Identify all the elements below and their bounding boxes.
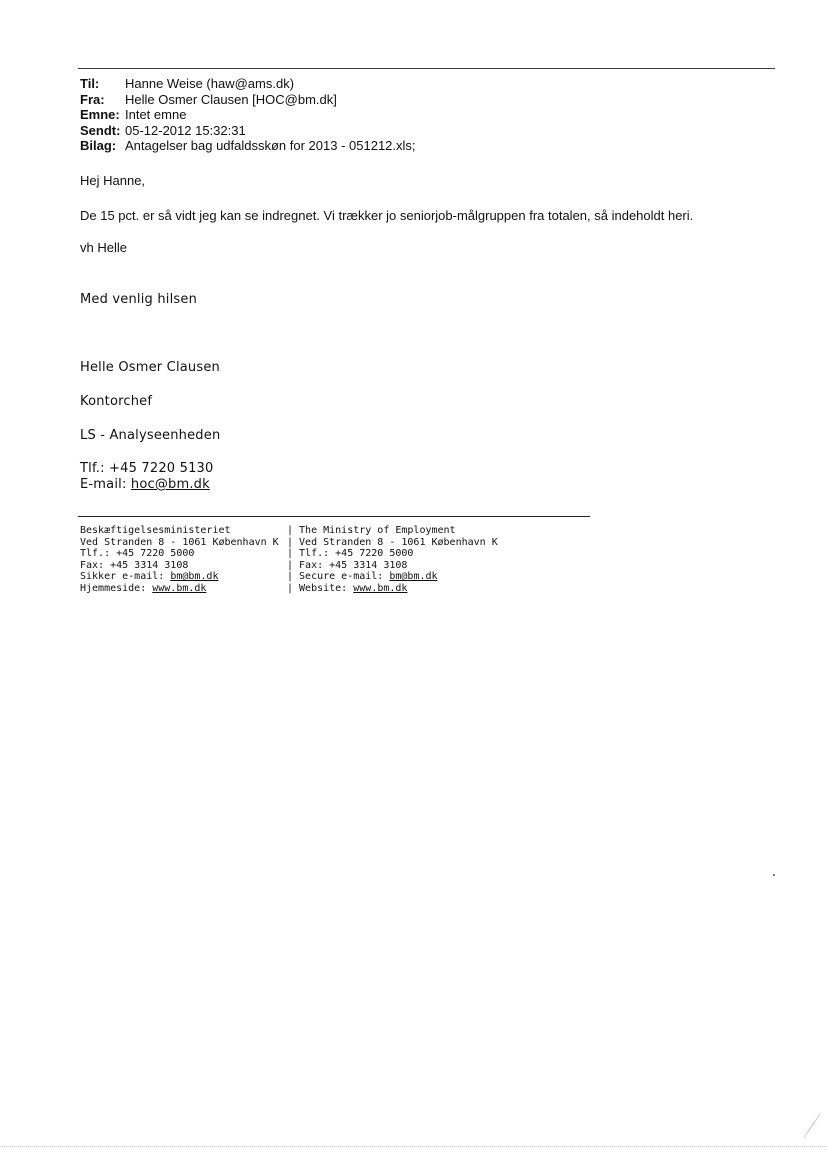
greeting: Hej Hanne, xyxy=(80,173,146,188)
subject-row xyxy=(80,107,416,123)
attachment-row xyxy=(80,138,416,154)
sent-row xyxy=(80,123,416,139)
footer-web-label: Hjemmeside: xyxy=(80,582,153,594)
footer-address: Ved Stranden 8 - 1061 København K xyxy=(80,536,279,548)
to-label: Til: xyxy=(80,76,100,91)
message-body: De 15 pct. er så vidt jeg kan se indregnet. Vi trækker jo seniorjob-målgruppen fra totalen, så indeholdt heri. xyxy=(80,208,694,223)
footer-secure-label: Sikker e-mail: xyxy=(80,571,171,583)
sent-label: Sendt: xyxy=(80,122,121,138)
to-value: Hanne Weise (haw@ams.dk) xyxy=(125,76,295,91)
signature-email-line xyxy=(80,477,210,492)
footer-website xyxy=(80,583,279,595)
footer-danish xyxy=(80,525,279,595)
footer-address-en: | Ved Stranden 8 - 1061 København K xyxy=(287,536,498,548)
signature-email-label: E-mail: xyxy=(80,477,131,492)
footer-secure-email xyxy=(80,571,279,583)
footer-fax-en: | Fax: +45 3314 3108 xyxy=(287,559,408,571)
signature-name: Helle Osmer Clausen xyxy=(80,360,220,375)
footer-secure-link[interactable]: bm@bm.dk xyxy=(170,571,219,583)
subject-value: Intet emne xyxy=(125,107,187,122)
footer-secure-email-en xyxy=(287,571,498,583)
from-value: Helle Osmer Clausen [HOC@bm.dk] xyxy=(125,91,337,107)
sent-value: 05-12-2012 15:32:31 xyxy=(125,122,246,138)
attachment-label: Bilag: xyxy=(80,138,117,153)
footer-web-link[interactable]: www.bm.dk xyxy=(152,582,207,594)
signature-department: LS - Analyseenheden xyxy=(80,428,221,443)
signature-email-link[interactable]: hoc@bm.dk xyxy=(130,477,210,492)
scan-speck xyxy=(773,874,775,876)
attachment-value: Antagelser bag udfaldsskøn for 2013 - 051212.xls; xyxy=(125,138,416,153)
footer-secure-label-en: | Secure e-mail: xyxy=(287,571,390,583)
signature-title: Kontorchef xyxy=(80,394,153,409)
footer-secure-link-en[interactable]: bm@bm.dk xyxy=(389,571,438,583)
signature-phone: Tlf.: +45 7220 5130 xyxy=(80,461,214,476)
footer-english xyxy=(287,525,498,595)
footer-divider xyxy=(78,516,590,517)
footer-web-link-en[interactable]: www.bm.dk xyxy=(353,582,408,594)
footer-fax: Fax: +45 3314 3108 xyxy=(80,559,189,571)
subject-label: Emne: xyxy=(80,107,120,122)
message-closing: vh Helle xyxy=(80,240,127,255)
scan-bottom-edge xyxy=(0,1146,827,1147)
footer-phone-en: | Tlf.: +45 7220 5000 xyxy=(287,548,414,560)
scan-corner-mark xyxy=(800,1112,822,1142)
footer-org: Beskæftigelsesministeriet xyxy=(80,525,231,536)
footer-website-en xyxy=(287,583,498,595)
to-row xyxy=(80,76,416,92)
footer-org-en: | The Ministry of Employment xyxy=(287,525,456,536)
signature-regards: Med venlig hilsen xyxy=(80,292,198,307)
footer-phone: Tlf.: +45 7220 5000 xyxy=(80,548,195,560)
footer-web-label-en: | Website: xyxy=(287,582,354,594)
from-row xyxy=(80,92,416,108)
header-divider xyxy=(78,68,775,69)
from-label: Fra: xyxy=(80,91,105,107)
email-header xyxy=(80,76,416,154)
